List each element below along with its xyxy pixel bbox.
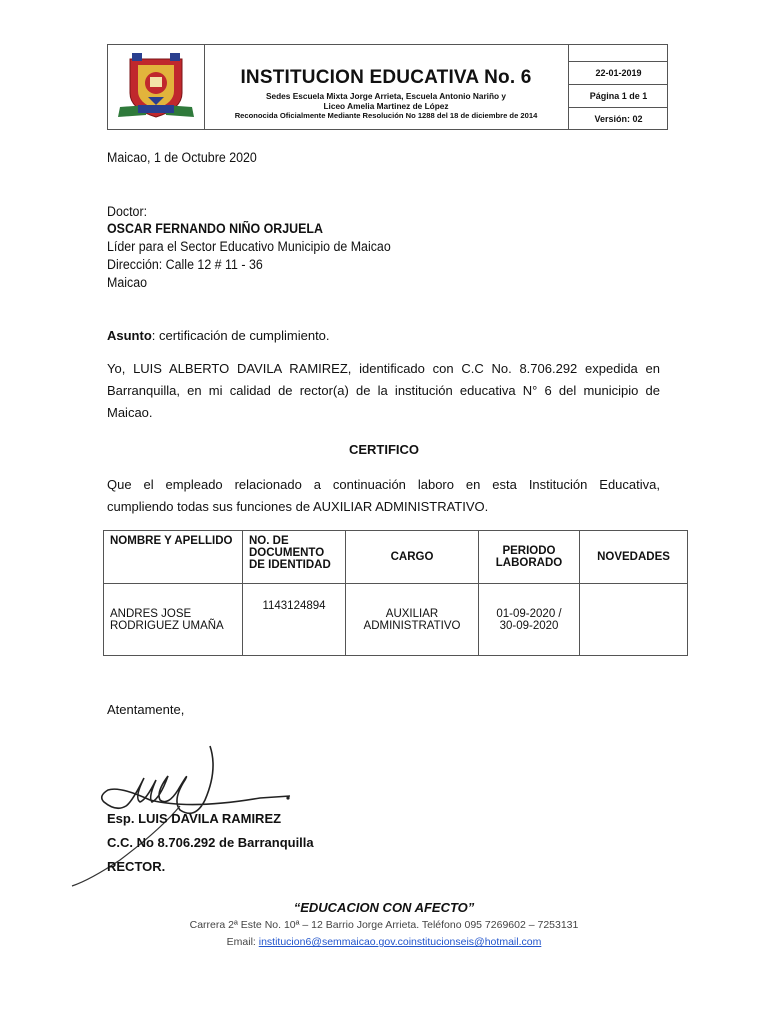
col-header-document: NO. DE DOCUMENTO DE IDENTIDAD <box>243 531 346 584</box>
cell-document: 1143124894 <box>243 584 346 656</box>
meta-spacer <box>569 45 668 62</box>
table-header-row <box>104 531 688 584</box>
signer-id: C.C. No 8.706.292 de Barranquilla <box>107 835 314 850</box>
table-row <box>104 584 688 656</box>
cell-name: ANDRES JOSE RODRIGUEZ UMAÑA <box>104 584 243 656</box>
footer-motto: “EDUCACION CON AFECTO” <box>293 900 475 915</box>
header-page-info: Página 1 de 1 <box>569 85 668 108</box>
certifico-heading: CERTIFICO <box>348 442 420 457</box>
col-header-periodo: PERIODO LABORADO <box>479 531 580 584</box>
salutation: Doctor: <box>107 204 148 219</box>
paragraph-line: Maicao. <box>107 405 153 420</box>
institution-subtitle-1: Sedes Escuela Mixta Jorge Arrieta, Escuela Antonio Nariño y <box>265 91 507 101</box>
institution-subtitle-3: Reconocida Oficialmente Mediante Resolución No 1288 del 18 de diciembre de 2014 <box>234 111 538 120</box>
subject-text: : certificación de cumplimiento. <box>151 328 330 343</box>
paragraph-line: cumpliendo todas sus funciones de AUXILIAR ADMINISTRATIVO. <box>107 499 489 514</box>
signer-name: Esp. LUIS DAVILA RAMIREZ <box>107 811 282 826</box>
col-header-novedades: NOVEDADES <box>580 531 688 584</box>
footer-address: Carrera 2ª Este No. 10ª – 12 Barrio Jorge Arrieta. Teléfono 095 7269602 – 7253131 <box>189 919 579 931</box>
paragraph-line: Yo, LUIS ALBERTO DAVILA RAMIREZ, identificado con C.C No. 8.706.292 expedida en <box>107 361 660 376</box>
col-header-cargo: CARGO <box>346 531 479 584</box>
place-date: Maicao, 1 de Octubre 2020 <box>107 150 257 165</box>
header-date-code: 22-01-2019 <box>569 62 668 85</box>
cell-novedades <box>580 584 688 656</box>
cell-cargo: AUXILIAR ADMINISTRATIVO <box>346 584 479 656</box>
recipient-address: Dirección: Calle 12 # 11 - 36 <box>107 257 263 272</box>
employee-table <box>103 530 688 656</box>
paragraph-line: Barranquilla, en mi calidad de rector(a) de la institución educativa N° 6 del municipio de <box>107 383 660 398</box>
subject-line <box>107 328 330 343</box>
institution-subtitle-2: Liceo Amelia Martinez de López <box>323 101 449 111</box>
header-title-cell <box>204 45 568 129</box>
paragraph-line: Que el empleado relacionado a continuación laboro en esta Institución Educativa, <box>107 477 660 492</box>
recipient-role: Líder para el Sector Educativo Municipio de Maicao <box>107 239 391 254</box>
institution-crest-icon <box>108 45 204 129</box>
paragraph-identification <box>107 358 660 424</box>
header-version: Versión: 02 <box>594 114 643 124</box>
subject-label: Asunto <box>107 328 152 343</box>
document-header <box>107 44 668 130</box>
cell-periodo: 01-09-2020 / 30-09-2020 <box>479 584 580 656</box>
footer-email-link[interactable]: institucion6@semmaicao.gov.coinstitucionseis@hotmail.com <box>258 936 542 948</box>
paragraph-certification <box>107 474 660 518</box>
col-header-name: NOMBRE Y APELLIDO <box>104 531 243 584</box>
logo-cell <box>108 45 205 129</box>
footer-email-line <box>0 936 768 948</box>
recipient-name: OSCAR FERNANDO NIÑO ORJUELA <box>107 221 323 236</box>
institution-title: INSTITUCION EDUCATIVA No. 6 <box>240 67 532 88</box>
signer-title: RECTOR. <box>107 859 166 874</box>
header-meta-cell <box>568 45 668 129</box>
footer-email-label: Email: <box>226 936 259 948</box>
closing: Atentamente, <box>107 702 185 717</box>
recipient-city: Maicao <box>107 275 148 290</box>
